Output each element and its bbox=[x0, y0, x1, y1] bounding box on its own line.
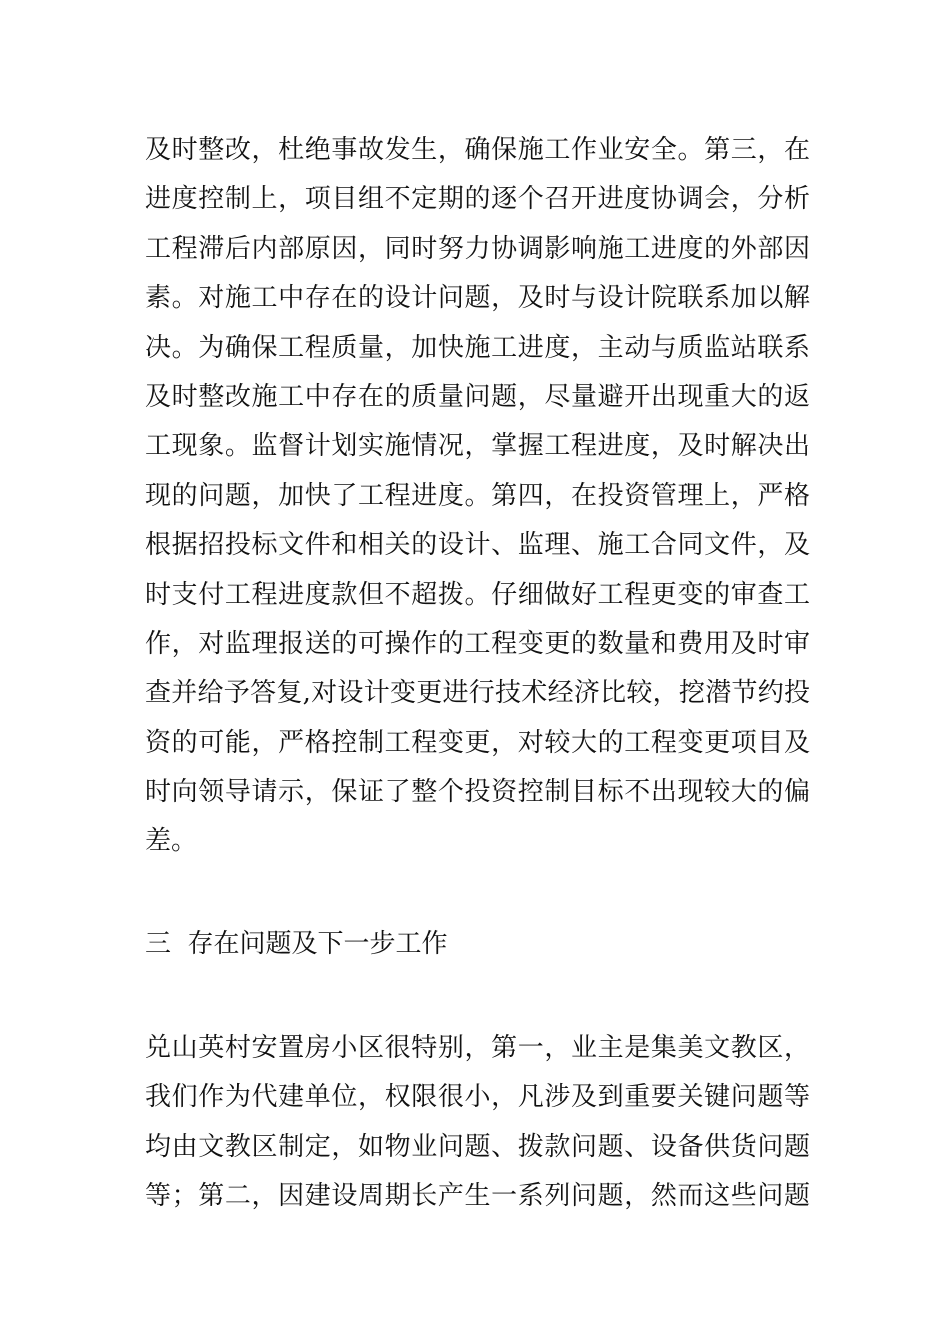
section-heading-text: 三 存在问题及下一步工作 bbox=[145, 929, 448, 959]
paragraph-line-last: 差。 bbox=[145, 826, 198, 857]
paragraph-line: 进度控制上，项目组不定期的逐个召开进度协调会，分析 bbox=[145, 184, 810, 215]
paragraph-line: 等；第二，因建设周期长产生一系列问题，然而这些问题 bbox=[145, 1181, 810, 1212]
paragraph-line: 工现象。监督计划实施情况，掌握工程进度，及时解决出 bbox=[145, 431, 810, 462]
paragraph-line: 现的问题，加快了工程进度。第四，在投资管理上，严格 bbox=[145, 480, 810, 511]
paragraph-line: 工程滞后内部原因，同时努力协调影响施工进度的外部因 bbox=[145, 233, 810, 264]
paragraph-problems bbox=[145, 1024, 810, 1222]
paragraph-line: 我们作为代建单位，权限很小，凡涉及到重要关键问题等 bbox=[145, 1082, 810, 1113]
paragraph-line: 作，对监理报送的可操作的工程变更的数量和费用及时审 bbox=[145, 628, 810, 659]
section-heading bbox=[145, 920, 810, 969]
paragraph-line: 及时整改施工中存在的质量问题，尽量避开出现重大的返 bbox=[145, 381, 810, 412]
paragraph-line: 兑山英村安置房小区很特别，第一，业主是集美文教区， bbox=[145, 1033, 810, 1063]
paragraph-line: 及时整改，杜绝事故发生，确保施工作业安全。第三，在 bbox=[145, 135, 810, 165]
paragraph-line: 决。为确保工程质量，加快施工进度，主动与质监站联系 bbox=[145, 332, 810, 363]
paragraph-line: 资的可能，严格控制工程变更，对较大的工程变更项目及 bbox=[145, 727, 810, 758]
paragraph-progress-investment bbox=[145, 126, 810, 867]
paragraph-line: 均由文教区制定，如物业问题、拨款问题、设备供货问题 bbox=[145, 1131, 810, 1162]
paragraph-line: 时支付工程进度款但不超拨。仔细做好工程更变的审查工 bbox=[145, 579, 810, 610]
paragraph-line: 时向领导请示，保证了整个投资控制目标不出现较大的偏 bbox=[145, 777, 810, 808]
paragraph-line: 素。对施工中存在的设计问题，及时与设计院联系加以解 bbox=[145, 283, 810, 314]
paragraph-line: 查并给予答复,对设计变更进行技术经济比较，挖潜节约投 bbox=[145, 678, 810, 709]
paragraph-line: 根据招投标文件和相关的设计、监理、施工合同文件，及 bbox=[145, 530, 810, 561]
